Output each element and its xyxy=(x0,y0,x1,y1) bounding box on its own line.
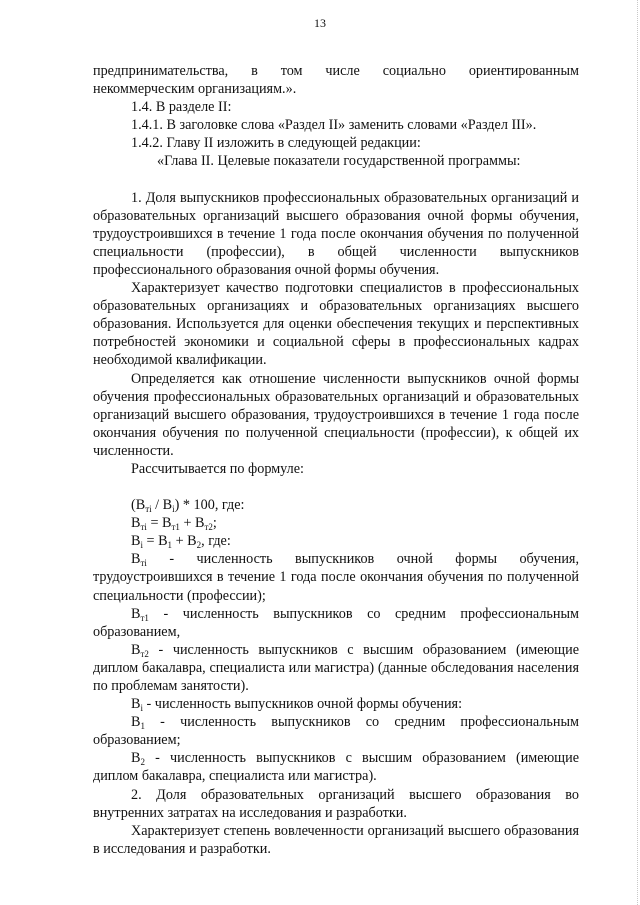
indicator-1-title: 1. Доля выпускников профессиональных образовательных организаций и образовательных организаций высшего образования очной формы обучения, трудоустроившихся в течение 1 года после окончания обучения по полученной специальности (профессии), в общей численности выпускников профессионального образования очной формы обучения. xyxy=(93,189,579,278)
indicator-1-definition: Определяется как отношение численности выпускников очной формы обучения профессиональных образовательных организаций и образовательных организаций высшего образования, трудоустроившихся в течение 1 года после окончания обучения по полученной специальности (профессии), к общей их численности. xyxy=(93,370,579,459)
page-number: 13 xyxy=(314,16,326,30)
paragraph-continuation: предпринимательства, в том числе социально ориентированным некоммерческим организациям.». xyxy=(93,63,579,98)
indicator-1-characterization: Характеризует качество подготовки специалистов в профессиональных образовательных организациях и образовательных организациях высшего образования. Используется для оценки обеспечения текущих и перспективных потребностей экономики и социальной сферы в профессиональных кадрах необходимой квалификации. xyxy=(93,280,579,369)
definition-b1: $B_1$ - численность выпускников со средним профессиональным образованием; xyxy=(93,714,579,749)
item-1-4-1: 1.4.1. В заголовке слова «Раздел II» заменить словами «Раздел III». xyxy=(131,117,537,134)
chapter-title: «Глава II. Целевые показатели государственной программы: xyxy=(157,153,521,170)
definition-bt1: $B_{т1}$ - численность выпускников со средним профессиональным образованием, xyxy=(93,605,579,640)
section-heading: 1.4. В разделе II: xyxy=(131,99,232,116)
spacer xyxy=(93,171,579,189)
item-1-4-2: 1.4.2. Главу II изложить в следующей редакции: xyxy=(131,135,421,152)
definition-b2: $B_2$ - численность выпускников с высшим образованием (имеющие диплом бакалавра, специалиста или магистра). xyxy=(93,750,579,785)
formula-line-2: $B_{тi} = B_{т1} + B_{т2}$; xyxy=(131,515,217,533)
indicator-2-characterization: Характеризует степень вовлеченности организаций высшего образования в исследования и разработки. xyxy=(93,822,579,857)
definition-bi: $B_i$ - численность выпускников очной формы обучения: xyxy=(131,696,463,714)
formula-intro: Рассчитывается по формуле: xyxy=(131,460,304,477)
formula-line-1: $(B_{тi} / B_i) * 100$, где: xyxy=(131,497,245,515)
document-body xyxy=(93,62,579,858)
definition-bti: $B_{тi}$ - численность выпускников очной формы обучения, трудоустроившихся в течение 1 года после окончания обучения по полученной специальности (профессии); xyxy=(93,551,579,604)
spacer xyxy=(93,478,579,496)
definition-bt2: $B_{т2}$ - численность выпускников с высшим образованием (имеющие диплом бакалавра, специалиста или магистра) (данные обследования населения по проблемам занятости). xyxy=(93,641,579,694)
formula-line-3: $B_i = B_1 + B_2$, где: xyxy=(131,533,231,551)
indicator-2-title: 2. Доля образовательных организаций высшего образования во внутренних затратах на исследования и разработки. xyxy=(93,786,579,821)
scan-edge-line xyxy=(636,0,638,905)
